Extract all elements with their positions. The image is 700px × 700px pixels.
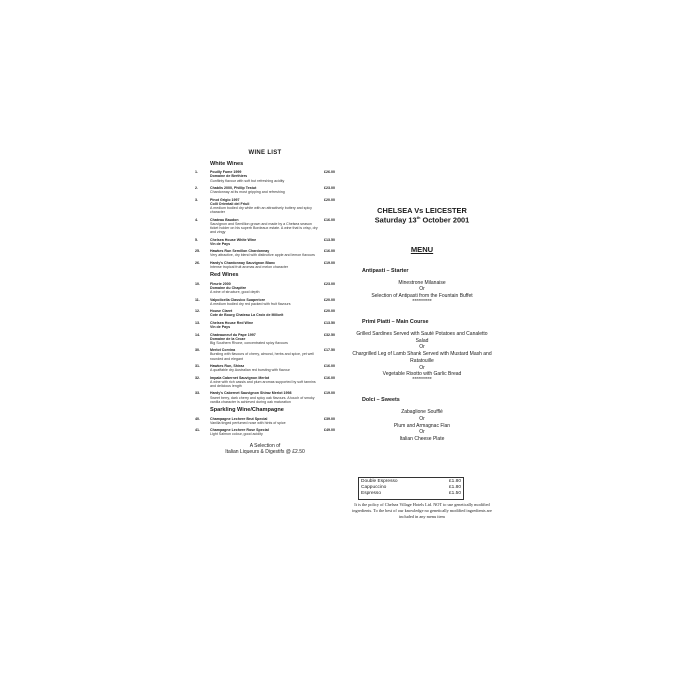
wine-description: Light Salmon colour, good acidity (210, 432, 263, 437)
wine-description: A quaffable dry Australian red bursting with flavour (210, 368, 290, 373)
wine-price: £20.00 (324, 197, 335, 202)
wine-price: £26.00 (324, 170, 335, 175)
wine-producer: Colli Orientali del Friuli (210, 201, 250, 206)
wine-description: Very attractive, dry blend with distinctive apple and lemon flavours (210, 253, 315, 258)
wine-name: Pouilly Fume 1999 (210, 170, 242, 175)
wine-price: £32.50 (324, 332, 335, 337)
wine-details (210, 198, 319, 215)
course-heading: Primi Piatti – Main Course (362, 318, 429, 325)
wine-item (195, 391, 335, 403)
match-date-b: October 2001 (420, 214, 470, 224)
wine-details (210, 261, 319, 269)
wine-producer: Domaine de Berthiers (210, 174, 248, 179)
gm-policy-note: It is the policy of Chelsea Village Hotels Ltd. NOT to use genetically modified ingredients. To the best of our knowledge no genetically modified ingredients are included in any menu item (352, 502, 492, 519)
course-choice: Or (419, 286, 425, 293)
wine-name: Chablis 2000, Phillip Testut (210, 186, 257, 191)
course-choice: Or (419, 364, 425, 371)
wine-number: 31. (195, 364, 200, 369)
course-choice: Italian Cheese Plate (399, 436, 445, 442)
wine-details (210, 348, 319, 360)
wine-number: 5. (195, 237, 198, 242)
wine-name: Chateauneuf du Pape 1997 (210, 332, 256, 337)
wine-description: Sauvignon and Semillion grown and made by a Chelsea season ticket holder on his superb Bordeaux estate. A wine that is crisp, dry and zingy (210, 221, 318, 234)
wine-sections (195, 161, 335, 437)
wine-details (210, 218, 319, 235)
course-choice: Zabaglione Soufflé (401, 409, 443, 415)
course-choice: Or (419, 415, 425, 422)
coffee-row (361, 491, 461, 497)
wine-producer: Domaine de la Croze (210, 336, 246, 341)
wine-description: Gunflinty flavour with soft but refreshing acidity (210, 178, 285, 183)
wine-price: £19.00 (324, 260, 335, 265)
wine-description: A wine of structure, good depth (210, 290, 260, 295)
course-choice: Or (419, 429, 425, 436)
course-heading: Dolci – Sweets (362, 397, 400, 403)
match-title-line-2 (352, 216, 492, 225)
wine-details (210, 364, 319, 372)
wine-item (195, 321, 335, 329)
wine-details (210, 428, 319, 436)
course-choice: Vegetable Risotto with Garlic Bread (382, 371, 462, 378)
wine-item (195, 198, 335, 215)
wine-details (210, 376, 319, 388)
wine-price: £17.50 (324, 348, 335, 353)
wine-price: £49.00 (324, 428, 335, 433)
wine-number: 12. (195, 309, 200, 314)
match-date-a: Saturday 13 (374, 214, 417, 224)
wine-item (195, 282, 335, 294)
wine-item (195, 364, 335, 372)
wine-number: 32. (195, 375, 200, 380)
wine-number: 1. (195, 170, 198, 175)
wine-item (195, 376, 335, 388)
course-choice: Plum and Armagnac Flan (393, 422, 451, 429)
course-choices (352, 409, 492, 443)
match-title (352, 207, 492, 225)
wine-name: Champagne Lechere Brut Special (210, 416, 268, 421)
wine-details (210, 298, 319, 306)
wine-price: £16.00 (324, 217, 335, 222)
wine-price: £23.00 (324, 186, 335, 191)
wine-number: 14. (195, 332, 200, 337)
wine-details (210, 249, 319, 257)
wine-description: A medium bodied dry white with an attractively buttery and spicy character (210, 205, 312, 215)
wine-name: Chelsea House White Wine (210, 237, 257, 242)
match-date-sup: th (416, 214, 421, 220)
wine-description: Big Southern Rhone, concentrated spicy flavours (210, 340, 288, 345)
wine-list-footer (195, 443, 335, 456)
footer-line-1: A Selection of (249, 442, 281, 449)
wine-section-heading: Red Wines (210, 272, 239, 279)
wine-price: £39.00 (324, 416, 335, 421)
wine-item (195, 261, 335, 269)
coffee-box (358, 477, 464, 500)
wine-item (195, 348, 335, 360)
wine-item (195, 218, 335, 235)
wine-name: Hawkes Run Semillon Chardonnay (210, 249, 270, 254)
wine-price: £23.00 (324, 281, 335, 286)
wine-number: 3. (195, 197, 198, 202)
wine-number: 2. (195, 186, 198, 191)
course-divider: ********** (412, 298, 432, 305)
wine-price: £13.50 (324, 237, 335, 242)
course-choices (352, 280, 492, 300)
wine-price: £20.00 (324, 297, 335, 302)
wine-details (210, 238, 319, 246)
wine-item (195, 417, 335, 425)
wine-producer: Vin de Pays (210, 325, 231, 330)
coffee-price: £1.80 (448, 485, 461, 491)
wine-details (210, 282, 319, 294)
course-divider: ********** (412, 377, 432, 383)
wine-list-title: WINE LIST (248, 150, 282, 156)
wine-details (210, 170, 319, 182)
wine-name: Impala Cabernet Sauvignon Merlot (210, 375, 270, 380)
course-choice: Grilled Sardines Served with Sauté Potatoes and Canaletto Salad (356, 330, 488, 344)
match-title-line-1: CHELSEA Vs LEICESTER (377, 206, 467, 215)
coffee-name: Cappuccino (361, 485, 387, 491)
course-choice: Selection of Antipasti from the Fountain Buffet (371, 293, 473, 299)
wine-name: Valpolicella Classico Suaperiore (210, 297, 266, 302)
wine-name: Hardy's Cabernet Sauvignon Shiraz Merlot 1998 (210, 391, 292, 396)
wine-description: A wine with rich cassis and plum aromas supported by soft tannins and delicious length (210, 379, 316, 388)
coffee-name: Espresso (361, 491, 381, 497)
wine-name: Chateau Baudon (210, 217, 239, 222)
wine-name: Pinot Grigio 1997 (210, 197, 240, 202)
wine-price: £13.50 (324, 320, 335, 325)
wine-number: 25. (195, 249, 200, 254)
wine-price: £20.00 (324, 309, 335, 314)
wine-number: 40. (195, 416, 200, 421)
coffee-price: £1.80 (448, 479, 461, 484)
wine-item (195, 249, 335, 257)
wine-description: Vanilla tinged perfumed nose with hints of spice (210, 420, 286, 425)
menu-courses (352, 268, 492, 443)
course-choice: Minestrone Milanaise (398, 279, 446, 286)
menu-panel (352, 207, 492, 443)
wine-details (210, 186, 319, 194)
wine-section-heading: Sparkling Wine/Champagne (210, 407, 284, 414)
wine-number: 41. (195, 428, 200, 433)
wine-description: A medium bodied dry red packed with fruit flavours (210, 301, 291, 306)
wine-item (195, 309, 335, 317)
wine-price: £16.00 (324, 375, 335, 380)
footer-line-2: Italian Liqueurs & Digestifs @ £2.50 (225, 449, 305, 456)
wine-producer: Vin de Pays (210, 241, 231, 246)
wine-description: Chardonnay at its most gripping and refreshing (210, 190, 285, 195)
wine-name: Chelsea House Red Wine (210, 320, 254, 325)
coffee-name: Double Espresso (361, 479, 398, 484)
wine-name: Hardy's Chardonnay Sauvignon Blanc (210, 260, 276, 265)
wine-name: Merlot Corvina (210, 348, 236, 353)
menu-heading: MENU (410, 244, 434, 254)
coffee-price: £1.50 (448, 491, 461, 497)
wine-description: Bursting with flavours of cherry, almond, herbs and spice, yet well rounded and elegant (210, 352, 314, 361)
course-heading: Antipasti – Starter (362, 267, 409, 274)
wine-number: 11. (195, 297, 200, 302)
wine-price: £16.00 (324, 364, 335, 369)
wine-list (195, 150, 335, 456)
wine-name: Champagne Lechere Rose Special (210, 428, 269, 433)
wine-details (210, 321, 319, 329)
wine-number: 33. (195, 391, 200, 396)
wine-number: 30. (195, 348, 200, 353)
wine-details (210, 309, 319, 317)
wine-number: 4. (195, 217, 198, 222)
wine-producer: Domaine du Chapitre (210, 285, 247, 290)
wine-number: 10. (195, 281, 200, 286)
wine-producer: Cote de Bourg Chateau La Croix de Millorit (210, 313, 284, 318)
wine-item (195, 238, 335, 246)
wine-section-heading: White Wines (210, 160, 244, 167)
wine-item (195, 186, 335, 194)
wine-name: House Claret (210, 309, 233, 314)
wine-description: Intense tropical fruit aromas and melon character (210, 264, 289, 269)
wine-item (195, 170, 335, 182)
wine-name: Hawkes Run, Shiraz (210, 364, 245, 369)
wine-item (195, 333, 335, 345)
wine-details (210, 417, 319, 425)
course-choice: Or (419, 344, 425, 351)
course-choices (352, 331, 492, 378)
wine-details (210, 333, 319, 345)
wine-item (195, 298, 335, 306)
wine-details (210, 391, 319, 403)
wine-price: £19.00 (324, 391, 335, 396)
wine-description: Sweet berry, dark cherry and spicy oak flavours. A touch of smoky vanilla character is achieved during oak maturation (210, 395, 315, 404)
wine-number: 13. (195, 320, 200, 325)
wine-number: 26. (195, 260, 200, 265)
wine-item (195, 428, 335, 436)
wine-name: Fleurie 2000 (210, 281, 231, 286)
wine-price: £16.00 (324, 249, 335, 254)
course-choice: Chargrilled Leg of Lamb Shank Served with Mustard Mash and Ratatouille (352, 351, 492, 364)
